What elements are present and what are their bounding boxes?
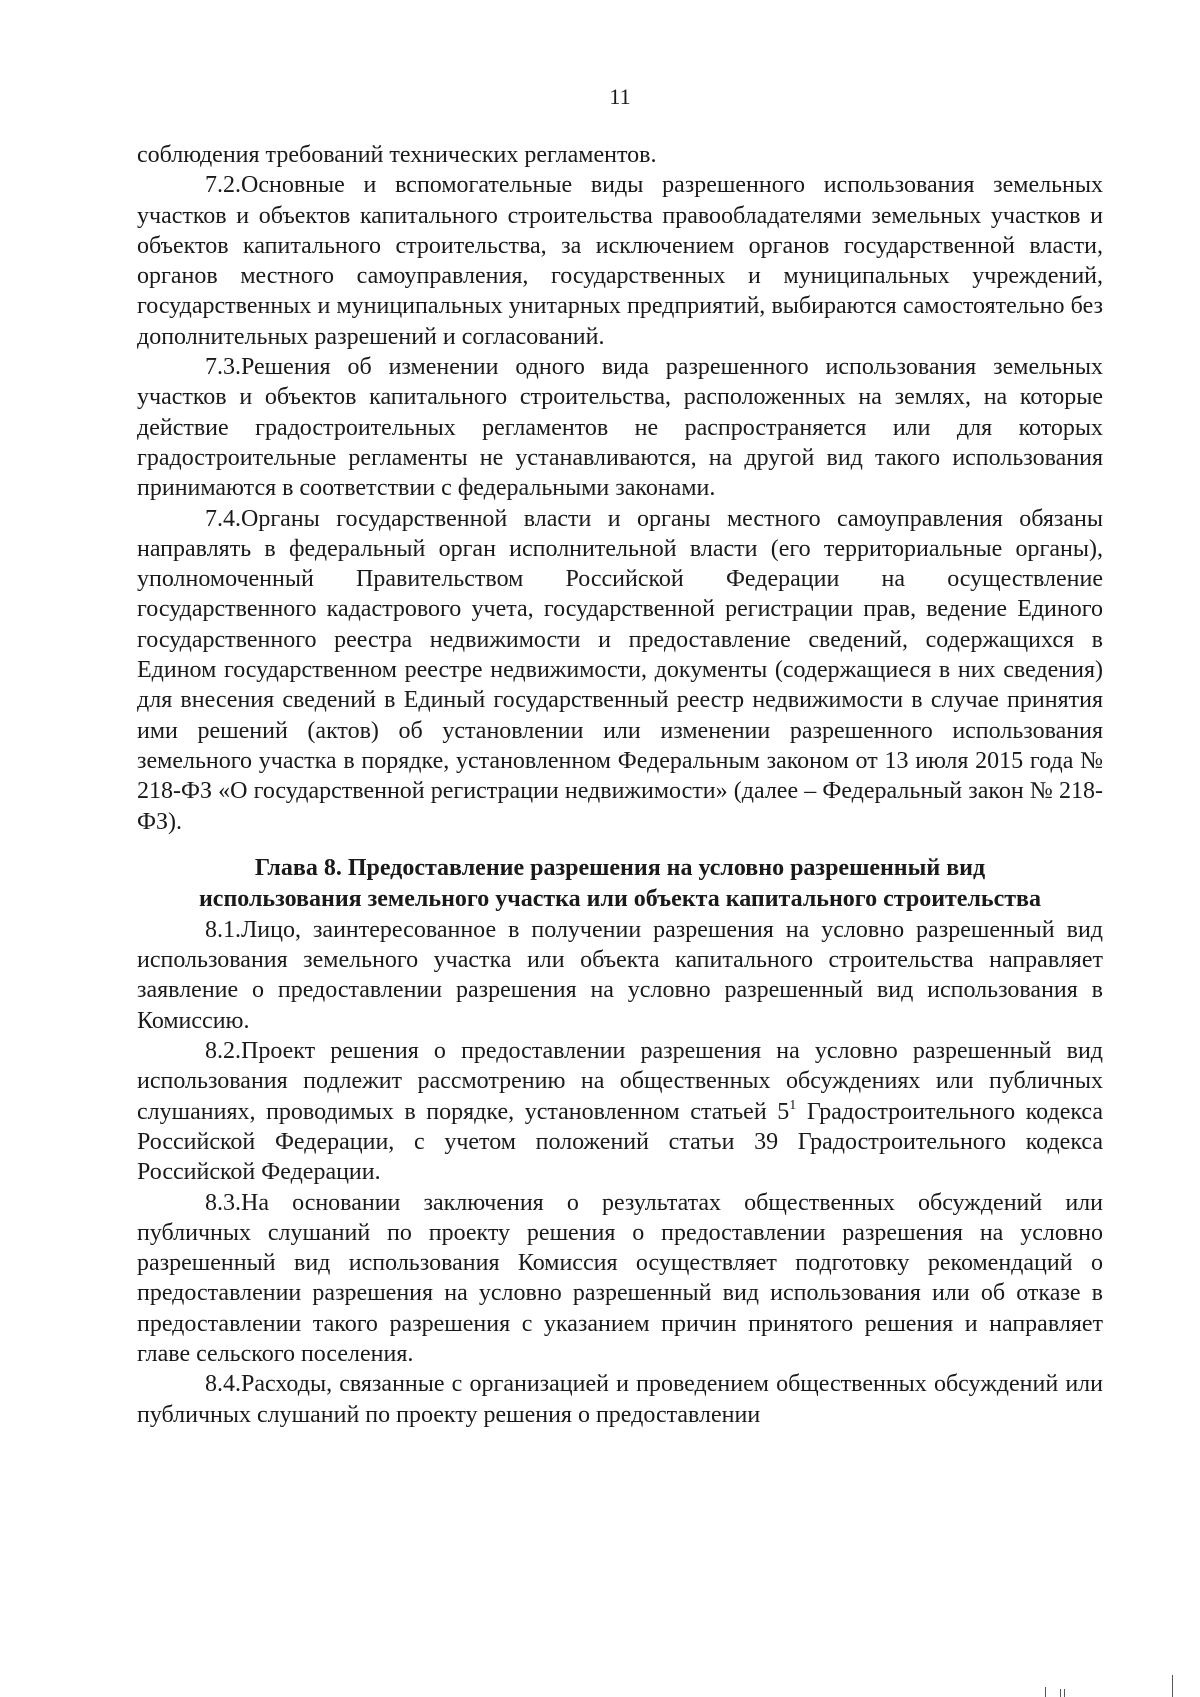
scan-edge-mark [1060, 1689, 1061, 1697]
article-superscript: 1 [789, 1097, 797, 1113]
paragraph-7-4: 7.4.Органы государственной власти и органы местного самоуправления обязаны направлять в федеральный орган исполнительной власти (его территориальные органы), уполномоченный Правительством Российской Федерации на осуществление государственного кадастрового учета, государственной регистрации прав, ведение Единого государственного реестра недвижимости и предоставление сведений, содержащихся в Едином государственном реестре недвижимости, документы (содержащиеся в них сведения) для внесения сведений в Единый государственный реестр недвижимости в случае принятия ими решений (актов) об установлении или изменении разрешенного использования земельного участка в порядке, установленном Федеральным законом от 13 июля 2015 года № 218-ФЗ «О государственной регистрации недвижимости» (далее – Федеральный закон № 218-ФЗ). [137, 505, 1103, 835]
scan-edge-mark [1172, 1675, 1173, 1697]
paragraph-7-3: 7.3.Решения об изменении одного вида разрешенного использования земельных участков и объектов капитального строительства, расположенных на землях, на которые действие градостроительных регламентов не распространяется или для которых градостроительные регламенты не устанавливаются, на другой вид такого использования принимаются в соответствии с федеральными законами. [137, 354, 1103, 502]
paragraph-7-1-continuation: соблюдения требований технических регламентов. [137, 142, 657, 168]
paragraph-8-2-text-start: 8.2.Проект решения о предоставлении разрешения на условно разрешенный вид использования подлежит рассмотрению на общественных обсуждениях или публичных слушаниях, проводимых в порядке, установленном статьей 5 [137, 1038, 1103, 1125]
paragraph-8-1: 8.1.Лицо, заинтересованное в получении разрешения на условно разрешенный вид использования земельного участка или объекта капитального строительства направляет заявление о предоставлении разрешения на условно разрешенный вид использования в Комиссию. [137, 916, 1103, 1034]
paragraph-7-2: 7.2.Основные и вспомогательные виды разрешенного использования земельных участков и объектов капитального строительства правообладателями земельных участков и объектов капитального строительства, за исключением органов государственной власти, органов местного самоуправления, государственных и муниципальных учреждений, государственных и муниципальных унитарных предприятий, выбираются самостоятельно без дополнительных разрешений и согласований. [137, 172, 1103, 350]
scan-edge-mark [1064, 1689, 1065, 1697]
chapter-heading-line-1: Глава 8. Предоставление разрешения на условно разрешенный вид [254, 854, 986, 881]
page-number: 11 [609, 84, 631, 109]
paragraph-8-2 [137, 1036, 1103, 1187]
document-body [137, 140, 1103, 1430]
scan-edge-mark [1045, 1687, 1046, 1697]
chapter-heading-line-2: использования земельного участка или объекта капитального строительства [198, 885, 1042, 912]
paragraph-8-3: 8.3.На основании заключения о результатах общественных обсуждений или публичных слушаний по проекту решения о предоставлении разрешения на условно разрешенный вид использования Комиссия осуществляет подготовку рекомендаций о предоставлении разрешения на условно разрешенный вид использования или об отказе в предоставлении такого разрешения с указанием причин принятого решения и направляет главе сельского поселения. [137, 1189, 1103, 1367]
paragraph-8-4: 8.4.Расходы, связанные с организацией и проведением общественных обсуждений или публичных слушаний по проекту решения о предоставлении [137, 1371, 1103, 1428]
chapter-8-heading [137, 853, 1103, 915]
paragraph-8-2-text-end: Градостроительного кодекса Российской Федерации, с учетом положений статьи 39 Градостроительного кодекса Российской Федерации. [137, 1098, 1103, 1186]
